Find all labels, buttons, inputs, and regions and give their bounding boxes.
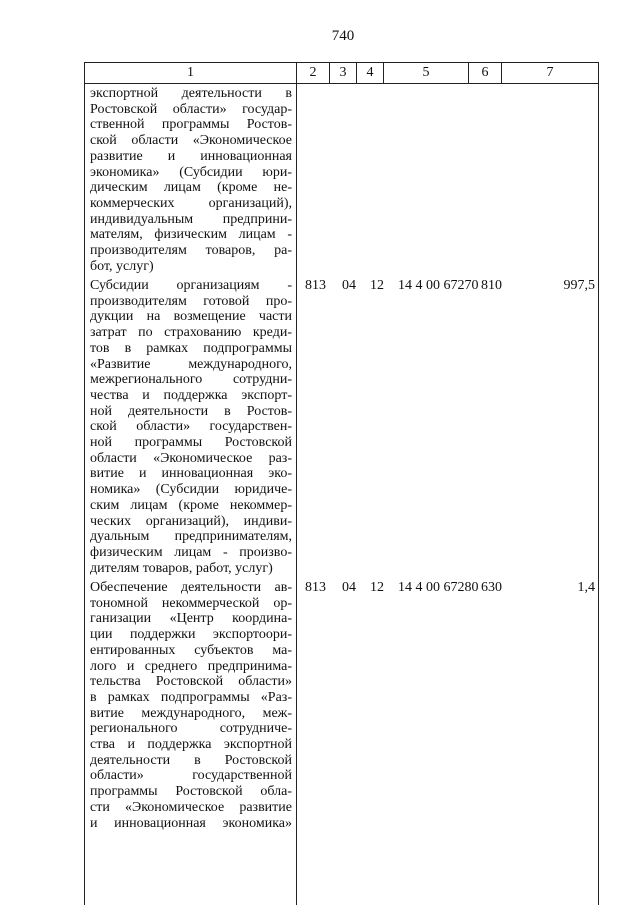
table-left-border bbox=[84, 84, 85, 905]
description-line: области «Экономическое раз- bbox=[90, 450, 292, 466]
description-line: дукции на возмещение части bbox=[90, 309, 292, 325]
description-line: программы Ростовской обла- bbox=[90, 784, 292, 800]
column-header-7: 7 bbox=[502, 63, 599, 84]
description-line: затрат по страхованию креди- bbox=[90, 325, 292, 341]
target-article-code: 14 4 00 67280 bbox=[398, 580, 479, 595]
description-line: производителям товаров, ра- bbox=[90, 243, 292, 259]
ministry-code: 813 bbox=[305, 580, 326, 595]
column-header-1: 1 bbox=[85, 63, 297, 84]
description-line: тономной некоммерческой ор- bbox=[90, 595, 292, 611]
subsection-code: 12 bbox=[370, 278, 384, 293]
description-line: бот, услуг) bbox=[90, 258, 154, 274]
column-header-row bbox=[84, 62, 599, 84]
column-header-2: 2 bbox=[297, 63, 330, 84]
table-row-description bbox=[90, 278, 292, 576]
section-code: 04 bbox=[342, 278, 356, 293]
description-line: Ростовской области» государ- bbox=[90, 101, 292, 117]
description-line: мателям, физическим лицам - bbox=[90, 227, 292, 243]
description-line: коммерческих организаций), bbox=[90, 195, 292, 211]
section-code: 04 bbox=[342, 580, 356, 595]
table-row-description bbox=[90, 580, 292, 831]
column-header-6: 6 bbox=[469, 63, 502, 84]
description-line: ским лицам (кроме некоммер- bbox=[90, 497, 292, 513]
description-line: физическим лицам - произво- bbox=[90, 544, 292, 560]
description-line: экономика» (Субсидии юри- bbox=[90, 164, 292, 180]
description-line: «Развитие международного, bbox=[90, 356, 292, 372]
description-line: витие международного, меж- bbox=[90, 705, 292, 721]
description-line: ской области» государствен- bbox=[90, 419, 292, 435]
description-line: дуальным предпринимателям, bbox=[90, 529, 292, 545]
ministry-code: 813 bbox=[305, 278, 326, 293]
description-line: деятельности в Ростовской bbox=[90, 752, 292, 768]
column-header-4: 4 bbox=[357, 63, 384, 84]
description-line: ной деятельности в Ростов- bbox=[90, 403, 292, 419]
amount-value: 1,4 bbox=[577, 580, 595, 595]
description-line: дителям товаров, работ, услуг) bbox=[90, 560, 273, 576]
table-right-border bbox=[598, 84, 599, 905]
description-line: Обеспечение деятельности ав- bbox=[90, 580, 292, 595]
description-line: межрегионального сотрудни- bbox=[90, 372, 292, 388]
description-line: ной программы Ростовской bbox=[90, 435, 292, 451]
description-line: развитие и инновационная bbox=[90, 148, 292, 164]
description-line: чества и поддержка экспорт- bbox=[90, 387, 292, 403]
description-line: сти «Экономическое развитие bbox=[90, 799, 292, 815]
description-line: лого и среднего предпринима- bbox=[90, 658, 292, 674]
description-line: витие и инновационная эко- bbox=[90, 466, 292, 482]
description-line: ственной программы Ростов- bbox=[90, 117, 292, 133]
description-line: дическим лицам (кроме не- bbox=[90, 180, 292, 196]
subsection-code: 12 bbox=[370, 580, 384, 595]
description-line: в рамках подпрограммы «Раз- bbox=[90, 689, 292, 705]
description-line: регионального сотрудниче- bbox=[90, 721, 292, 737]
description-line: ства и поддержка экспортной bbox=[90, 737, 292, 753]
description-line: области» государственной bbox=[90, 768, 292, 784]
description-line: тельства Ростовской области» bbox=[90, 674, 292, 690]
description-line: производителям готовой про- bbox=[90, 293, 292, 309]
expense-type-code: 630 bbox=[481, 580, 502, 595]
description-line: экспортной деятельности в bbox=[90, 86, 292, 101]
table-row-description bbox=[90, 86, 292, 274]
expense-type-code: 810 bbox=[481, 278, 502, 293]
column-header-5: 5 bbox=[384, 63, 469, 84]
description-line: ской области «Экономическое bbox=[90, 133, 292, 149]
description-line: индивидуальным предприни- bbox=[90, 211, 292, 227]
description-line: ции поддержки экспортоори- bbox=[90, 627, 292, 643]
target-article-code: 14 4 00 67270 bbox=[398, 278, 479, 293]
description-line: Субсидии организациям - bbox=[90, 278, 292, 293]
page-number: 740 bbox=[331, 28, 355, 44]
column-header-3: 3 bbox=[330, 63, 357, 84]
description-line: ческих организаций), индиви- bbox=[90, 513, 292, 529]
amount-value: 997,5 bbox=[563, 278, 595, 293]
description-line: номика» (Субсидии юридиче- bbox=[90, 482, 292, 498]
description-line: ганизации «Центр координа- bbox=[90, 611, 292, 627]
description-line: тов в рамках подпрограммы bbox=[90, 340, 292, 356]
description-line: и инновационная экономика» bbox=[90, 815, 292, 831]
column-divider bbox=[296, 84, 297, 905]
description-line: ентированных субъектов ма- bbox=[90, 642, 292, 658]
